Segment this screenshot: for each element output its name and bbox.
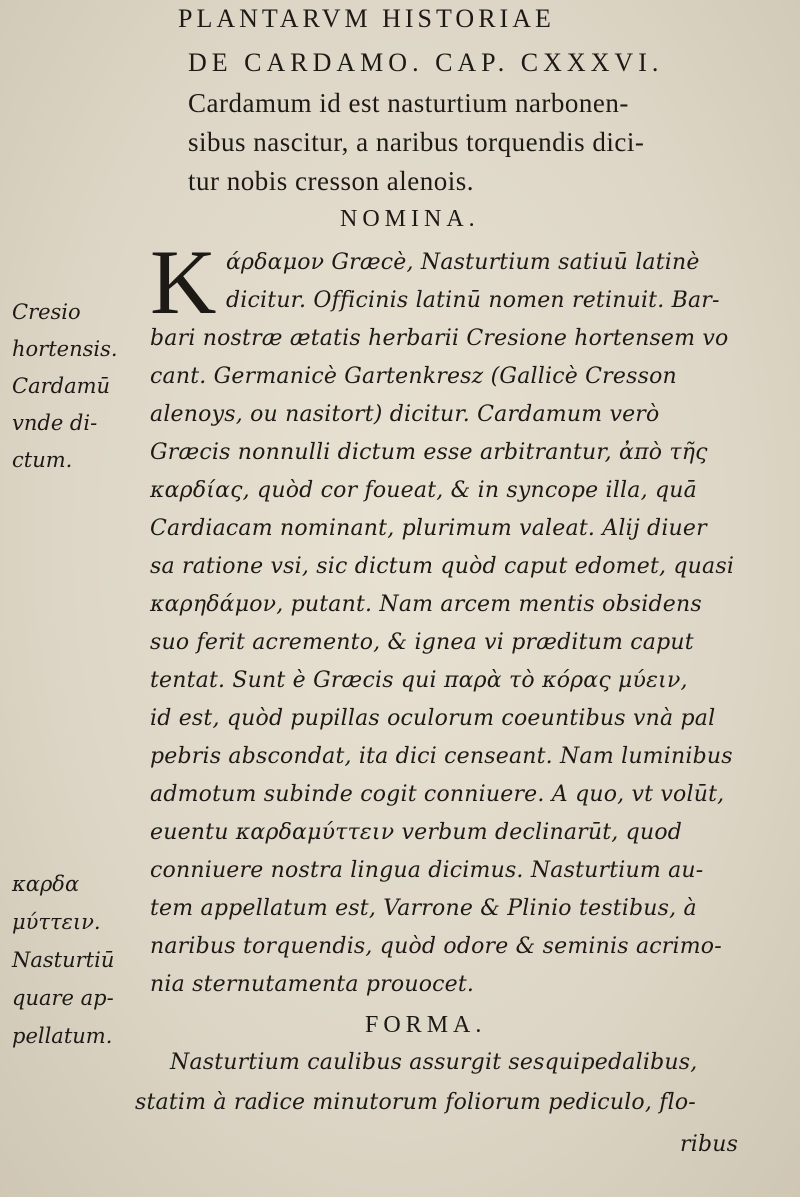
text-line: dicitur. Officinis latinū nomen retinuit. Bar- [226,288,720,313]
text-line: suo ferit acremento, & ignea vi præditum caput [150,630,694,655]
text-line: nia sternutamenta prouocet. [150,972,475,997]
margin-note-line: καρδα [12,872,80,896]
text-line: καρδίας, quòd cor foueat, & in syncope illa, quā [150,478,697,503]
intro-line: Cardamum id est nasturtium narbonen- [188,88,629,118]
text-line: admotum subinde cogit conniuere. A quo, vt volūt, [150,782,725,807]
text-line: naribus torquendis, quòd odore & seminis acrimo- [150,934,722,959]
margin-note-line: hortensis. [12,337,118,361]
margin-note-line: pellatum. [12,1024,113,1048]
text-line: καρηδάμον, putant. Nam arcem mentis obsidens [150,592,702,617]
section-heading-forma: FORMA. [365,1012,487,1038]
text-line: cant. Germanicè Gartenkresz (Gallicè Cresson [150,364,677,389]
margin-note-line: Cresio [12,300,81,324]
drop-cap: K [150,231,217,333]
text-line: Nasturtium caulibus assurgit sesquipedalibus, [170,1050,698,1075]
chapter-title: DE CARDAMO. CAP. CXXXVI. [188,48,664,77]
text-line: Cardiacam nominant, plurimum valeat. Alij diuer [150,516,707,541]
intro-line: tur nobis cresson alenois. [188,166,474,196]
intro-line: sibus nascitur, a naribus torquendis dici- [188,127,645,157]
text-line: bari nostræ ætatis herbarii Cresione hortensem vo [150,326,729,351]
text-line: statim à radice minutorum foliorum pediculo, flo- [135,1090,696,1115]
text-line: Græcis nonnulli dictum esse arbitrantur, ἀπὸ τῆς [150,440,708,465]
text-line: tentat. Sunt è Græcis qui παρὰ τὸ κόρας μύειν, [150,668,688,693]
text-line: pebris abscondat, ita dici censeant. Nam luminibus [150,744,733,769]
text-line: alenoys, ou nasitort) dicitur. Cardamum verò [150,402,660,427]
text-line: tem appellatum est, Varrone & Plinio testibus, à [150,896,697,921]
margin-note-line: Cardamū [12,374,111,398]
catchword: ribus [680,1132,739,1157]
text-line: sa ratione vsi, sic dictum quòd caput edomet, quasi [150,554,735,579]
margin-note-line: vnde di- [12,411,98,435]
margin-note-line: quare ap- [12,986,114,1010]
margin-note-line: μύττειν. [12,910,101,934]
text-line: euentu καρδαμύττειν verbum declinarūt, quod [150,820,683,845]
text-line: id est, quòd pupillas oculorum coeuntibus vnà pal [150,706,716,731]
running-header: PLANTARVM HISTORIAE [178,4,555,33]
margin-note-line: Nasturtiū [12,948,115,972]
text-line: άρδαμον Græcè, Nasturtium satiuū latinè [226,250,700,275]
margin-note-line: ctum. [12,448,73,472]
section-heading-nomina: NOMINA. [340,206,480,232]
text-line: conniuere nostra lingua dicimus. Nasturtium au- [150,858,704,883]
